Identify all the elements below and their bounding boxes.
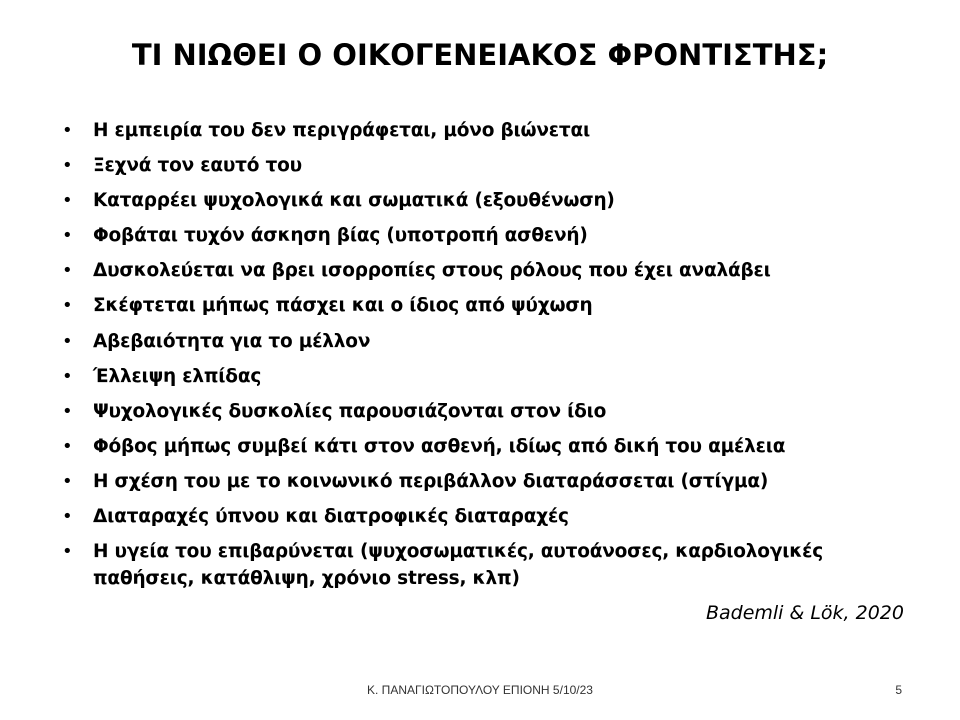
bullet-item — [62, 504, 922, 531]
bullet-dot-icon: • — [62, 225, 73, 247]
bullet-dot-icon: • — [62, 506, 73, 528]
bullet-text: Αβεβαιότητα για το μέλλον — [93, 330, 371, 352]
bullet-item — [62, 118, 922, 145]
bullet-dot-icon: • — [62, 295, 73, 317]
page-number: 5 — [895, 683, 902, 697]
bullet-text: Η εμπειρία του δεν περιγράφεται, μόνο βιώνεται — [93, 120, 591, 141]
bullet-dot-icon: • — [62, 155, 73, 177]
bullet-item — [62, 469, 922, 496]
bullet-dot-icon: • — [62, 470, 73, 492]
slide-title: ΤΙ ΝΙΩΘΕΙ Ο ΟΙΚΟΓΕΝΕΙΑΚΟΣ ΦΡΟΝΤΙΣΤΗΣ; — [131, 38, 829, 72]
bullet-text: Η υγεία του επιβαρύνεται (ψυχοσωματικές, αυτοάνοσες, καρδιολογικές παθήσεις, κατάθλιψη, χρόνιο stress, κλπ) — [93, 541, 824, 589]
bullet-item — [62, 364, 922, 391]
bullet-text: Έλλειψη ελπίδας — [93, 365, 262, 387]
bullet-dot-icon: • — [62, 330, 73, 352]
bullet-text: Ψυχολογικές δυσκολίες παρουσιάζονται στον ίδιο — [93, 400, 607, 422]
bullet-list — [62, 118, 922, 601]
bullet-text: Δυσκολεύεται να βρει ισορροπίες στους ρόλους που έχει αναλάβει — [93, 260, 771, 282]
bullet-item — [62, 293, 922, 320]
citation: Bademli & Lök, 2020 — [705, 602, 904, 624]
bullet-dot-icon: • — [62, 435, 73, 457]
bullet-item — [62, 223, 922, 250]
bullet-item — [62, 153, 922, 180]
slide-footer: Κ. ΠΑΝΑΓΙΩΤΟΠΟΥΛΟΥ ΕΠΙΟΝΗ 5/10/23 — [367, 683, 593, 697]
bullet-dot-icon: • — [62, 365, 73, 387]
bullet-item — [62, 434, 922, 461]
bullet-text: Διαταραχές ύπνου και διατροφικές διαταραχές — [93, 506, 569, 528]
bullet-dot-icon: • — [62, 120, 73, 141]
bullet-text: Φοβάται τυχόν άσκηση βίας (υποτροπή ασθενή) — [93, 225, 588, 247]
bullet-item — [62, 188, 922, 215]
bullet-text: Η σχέση του με το κοινωνικό περιβάλλον διαταράσσεται (στίγμα) — [93, 470, 769, 492]
bullet-dot-icon: • — [62, 190, 73, 212]
bullet-dot-icon: • — [62, 541, 73, 563]
bullet-dot-icon: • — [62, 400, 73, 422]
bullet-text: Φόβος μήπως συμβεί κάτι στον ασθενή, ιδίως από δική του αμέλεια — [93, 435, 786, 457]
bullet-item — [62, 329, 922, 356]
bullet-item — [62, 258, 922, 285]
bullet-text: Ξεχνά τον εαυτό του — [93, 155, 302, 177]
bullet-item — [62, 399, 922, 426]
bullet-text: Σκέφτεται μήπως πάσχει και ο ίδιος από ψύχωση — [93, 295, 593, 317]
bullet-dot-icon: • — [62, 260, 73, 282]
bullet-item — [62, 539, 922, 592]
bullet-text: Καταρρέει ψυχολογικά και σωματικά (εξουθένωση) — [93, 190, 615, 212]
